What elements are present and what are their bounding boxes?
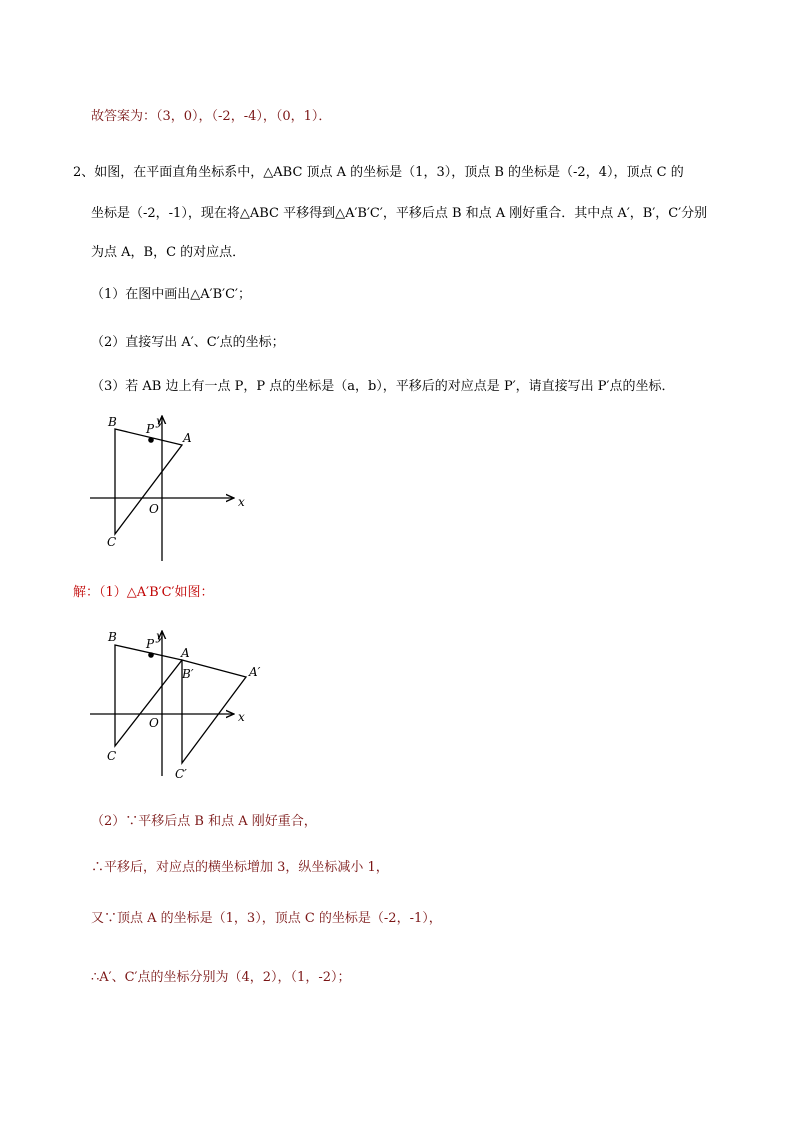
- label-b-prime: B′: [182, 667, 194, 681]
- label-b: B: [108, 415, 117, 429]
- label-c: C: [107, 535, 117, 549]
- label-o: O: [149, 716, 159, 730]
- triangle-abc: [115, 645, 182, 746]
- solution-line-3: ∴平移后，对应点的横坐标增加 3，纵坐标减小 1，: [91, 860, 389, 875]
- label-p: P: [146, 637, 155, 651]
- question-part-2: （2）直接写出 A′、C′点的坐标；: [91, 335, 285, 350]
- label-y: y: [156, 414, 163, 428]
- label-a-prime: A′: [249, 665, 261, 679]
- question-part-1: （1）在图中画出△A′B′C′；: [91, 287, 252, 302]
- solution-line-1: 解：（1）△A′B′C′如图：: [73, 585, 214, 600]
- label-o: O: [149, 502, 159, 516]
- label-y: y: [156, 629, 163, 643]
- question-part-3: （3）若 AB 边上有一点 P，P 点的坐标是（a，b），平移后的对应点是 P′，请直接写出 P′点的坐标．: [91, 379, 675, 394]
- solution-line-2: （2）∵平移后点 B 和点 A 刚好重合，: [91, 814, 317, 829]
- question-line-2: 坐标是（-2，-1），现在将△ABC 平移得到△A′B′C′，平移后点 B 和点 A 刚好重合．其中点 A′，B′，C′分别: [91, 206, 708, 221]
- label-a: A: [183, 431, 192, 445]
- label-x: x: [238, 495, 245, 509]
- label-x: x: [238, 710, 245, 724]
- question-line-1: 2、如图，在平面直角坐标系中，△ABC 顶点 A 的坐标是（1，3），顶点 B 的坐标是（-2，4），顶点 C 的: [73, 165, 684, 180]
- question-line-3: 为点 A，B，C 的对应点．: [91, 245, 246, 260]
- label-c: C: [107, 749, 117, 763]
- solution-line-4: 又∵顶点 A 的坐标是（1，3），顶点 C 的坐标是（-2，-1），: [91, 911, 442, 926]
- solution-line-5: ∴A′、C′点的坐标分别为（4，2），（1，-2）；: [91, 970, 351, 985]
- previous-answer: 故答案为：（3，0），（-2，-4），（0，1）．: [91, 109, 332, 124]
- label-p: P: [146, 422, 155, 436]
- point-p: [148, 652, 154, 658]
- label-a: A: [181, 646, 190, 660]
- label-b: B: [108, 630, 117, 644]
- label-c-prime: C′: [175, 767, 187, 781]
